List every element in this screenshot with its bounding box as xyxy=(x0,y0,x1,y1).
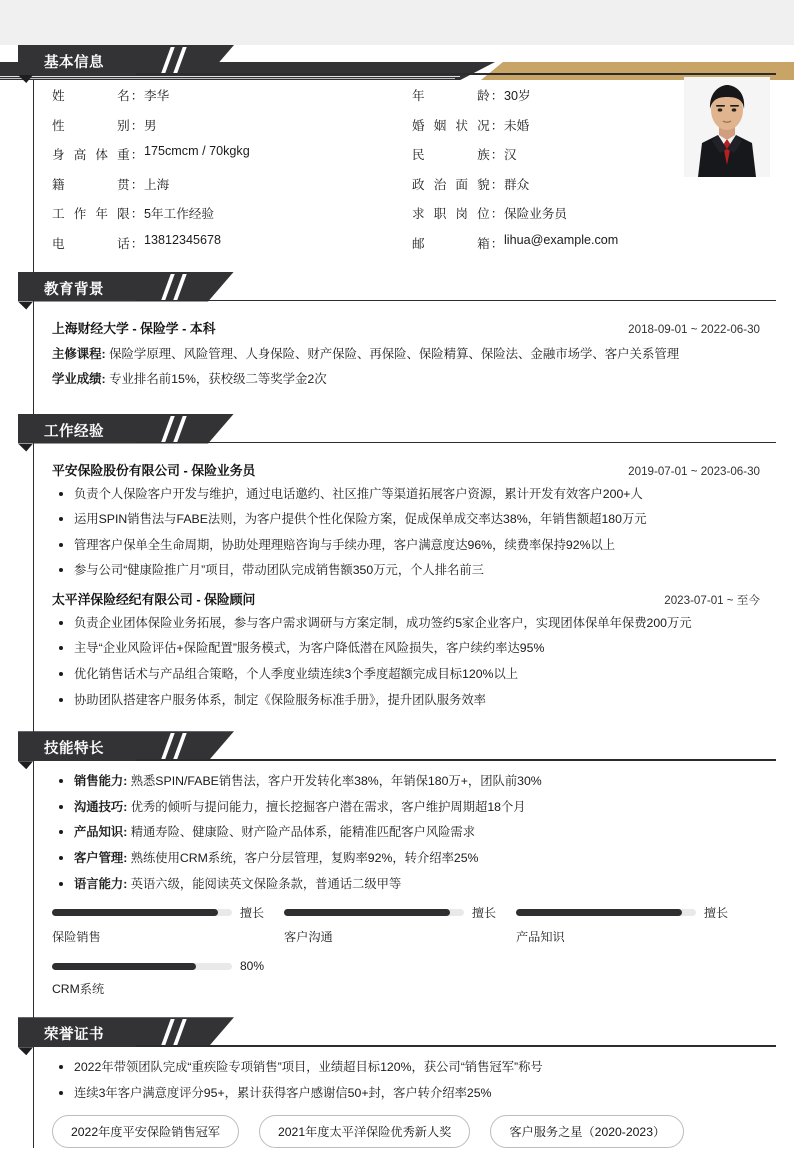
field-label: 政治面貌 xyxy=(412,177,490,192)
section-rule xyxy=(136,442,776,444)
skill-bar-label: CRM系统 xyxy=(52,982,105,997)
field-label: 婚姻状况 xyxy=(412,118,490,133)
field-hometown xyxy=(52,174,412,193)
list-item xyxy=(52,850,760,867)
section-education xyxy=(0,272,794,387)
field-sep: ： xyxy=(490,118,504,133)
field-sep: ： xyxy=(490,177,504,192)
field-value: 未婚 xyxy=(504,118,530,133)
field-work-years xyxy=(52,203,412,222)
field-value: lihua@example.com xyxy=(504,232,619,247)
work-entry-head xyxy=(52,460,760,479)
skill-text: 熟悉SPIN/FABE销售法，客户开发转化率38%，年销保180万+，团队前30% xyxy=(127,774,542,789)
section-title-honors: 荣誉证书 xyxy=(44,1027,104,1044)
skill-bar-row xyxy=(52,959,266,973)
field-sep: ： xyxy=(130,207,144,221)
honor-tag-list xyxy=(52,1115,760,1148)
field-sep: ： xyxy=(490,89,504,103)
skill-bar-row xyxy=(516,904,730,921)
field-target-position xyxy=(412,203,760,222)
education-courses-label: 主修课程: xyxy=(52,346,106,361)
skill-text: 优秀的倾听与提问能力，擅长挖掘客户潜在需求，客户维护周期超18个月 xyxy=(127,799,526,814)
skills-bullet-list xyxy=(52,773,760,892)
honors-body xyxy=(0,1047,794,1148)
section-title-education: 教育背景 xyxy=(44,281,104,298)
field-value: 汉 xyxy=(504,148,517,162)
skill-text: 熟练使用CRM系统，客户分层管理，复购率92%，转介绍率25% xyxy=(127,851,479,866)
field-sep: ： xyxy=(130,118,144,133)
list-item: 协助团队搭建客户服务体系，制定《保险服务标准手册》，提升团队服务效率 xyxy=(52,692,760,709)
education-courses-text: 保险学原理、风险管理、人身保险、财产保险、再保险、保险精算、保险法、金融市场学、客户关系管理 xyxy=(105,346,680,361)
section-header-skills xyxy=(18,731,258,761)
work-bullet-list xyxy=(52,615,760,708)
skills-body xyxy=(0,761,794,997)
education-grades-text: 专业排名前15%，获校级二等奖学金2次 xyxy=(105,371,327,386)
list-item: 管理客户保单全生命周期，协助处理理赔咨询与手续办理，客户满意度达96%，续费率保持92%以上 xyxy=(52,537,760,554)
education-grades-label: 学业成绩: xyxy=(52,371,106,386)
education-courses-row xyxy=(52,344,760,362)
progress-fill xyxy=(52,963,196,970)
field-email xyxy=(412,233,760,252)
field-height-weight xyxy=(52,144,412,163)
work-body xyxy=(0,444,794,709)
field-label: 电话 xyxy=(52,236,130,251)
resume-page xyxy=(0,45,794,1168)
skill-text: 英语六级，能阅读英文保险条款，普通话二级甲等 xyxy=(127,876,402,891)
field-phone xyxy=(52,233,412,252)
field-label: 邮箱 xyxy=(412,236,490,251)
work-entry xyxy=(52,460,760,579)
education-grades-row xyxy=(52,369,760,387)
honor-tag[interactable]: 客户服务之星（2020-2023） xyxy=(490,1115,684,1148)
progress-fill xyxy=(284,909,450,916)
work-headline: 平安保险股份有限公司 - 保险业务员 xyxy=(52,462,256,478)
field-label: 工作年限 xyxy=(52,207,130,221)
list-item: 连续3年客户满意度评分95+，累计获得客户感谢信50+封，客户转介绍率25% xyxy=(52,1085,760,1102)
section-basic-info xyxy=(0,45,794,252)
work-entry xyxy=(52,589,760,708)
field-value: 175cmcm / 70kgkg xyxy=(144,144,250,158)
skill-bar-item xyxy=(516,904,730,945)
skill-bar-grid xyxy=(52,904,760,997)
list-item: 负责企业团体保险业务拓展，参与客户需求调研与方案定制，成功签约5家企业客户，实现团体保单年保费200万元 xyxy=(52,615,760,632)
progress-track xyxy=(52,963,232,970)
progress-fill xyxy=(52,909,218,916)
field-value: 男 xyxy=(144,118,157,133)
skill-bar-label: 保险销售 xyxy=(52,930,101,945)
section-rule xyxy=(136,1045,776,1047)
section-skills xyxy=(0,731,794,997)
list-item: 运用SPIN销售法与FABE法则，为客户提供个性化保险方案，促成保单成交率达38%，年销售额超180万元 xyxy=(52,511,760,528)
section-header-honors xyxy=(18,1017,258,1047)
education-body xyxy=(0,302,794,387)
section-rule xyxy=(136,759,776,761)
section-title-work: 工作经验 xyxy=(44,423,104,440)
field-label: 民族 xyxy=(412,148,490,162)
list-item: 负责个人保险客户开发与维护，通过电话邀约、社区推广等渠道拓展客户资源，累计开发有效客户200+人 xyxy=(52,486,760,503)
skill-label: 销售能力: xyxy=(74,774,128,789)
section-header-work xyxy=(18,414,258,444)
skill-bar-value: 擅长 xyxy=(704,906,729,921)
spacer xyxy=(0,252,794,272)
skill-bar-label: 产品知识 xyxy=(516,930,565,945)
skill-bar-item xyxy=(284,904,498,945)
field-label: 身高体重 xyxy=(52,148,130,162)
spacer xyxy=(0,394,794,414)
progress-track xyxy=(284,909,464,916)
skill-label: 沟通技巧: xyxy=(74,799,128,814)
section-title-basic: 基本信息 xyxy=(44,55,104,71)
field-value: 保险业务员 xyxy=(504,207,567,221)
education-entry-head xyxy=(52,318,760,337)
education-headline: 上海财经大学 - 保险学 - 本科 xyxy=(52,320,216,336)
field-value: 李华 xyxy=(144,89,170,103)
skill-label: 语言能力: xyxy=(74,876,128,891)
list-item: 2022年带领团队完成“重疾险专项销售”项目，业绩超目标120%，获公司“销售冠军”称号 xyxy=(52,1059,760,1076)
field-value: 群众 xyxy=(504,177,530,192)
list-item xyxy=(52,799,760,816)
spacer xyxy=(0,717,794,731)
honor-tag[interactable]: 2021年度太平洋保险优秀新人奖 xyxy=(259,1115,470,1148)
skill-bar-value: 擅长 xyxy=(472,906,497,921)
field-value: 30岁 xyxy=(504,89,531,103)
work-date: 2023-07-01 ~ 至今 xyxy=(664,593,760,607)
progress-fill xyxy=(516,909,682,916)
skill-bar-row xyxy=(52,904,266,921)
field-label: 年龄 xyxy=(412,89,490,103)
section-honors xyxy=(0,1017,794,1148)
field-sep: ： xyxy=(490,236,504,251)
field-label: 姓名 xyxy=(52,89,130,103)
field-label: 性别 xyxy=(52,118,130,133)
skill-text: 精通寿险、健康险、财产险产品体系，能精准匹配客户风险需求 xyxy=(127,825,476,840)
basic-info-grid xyxy=(52,85,760,252)
work-bullet-list xyxy=(52,486,760,579)
field-sep: ： xyxy=(130,177,144,192)
avatar xyxy=(684,77,770,177)
field-sep: ： xyxy=(130,236,144,251)
skill-bar-row xyxy=(284,904,498,921)
portrait-photo-icon xyxy=(684,77,770,177)
section-header-education xyxy=(18,272,258,302)
work-headline: 太平洋保险经纪有限公司 - 保险顾问 xyxy=(52,591,256,607)
field-label: 籍贯 xyxy=(52,177,130,192)
skill-bar-item xyxy=(52,959,266,997)
skill-label: 产品知识: xyxy=(74,825,128,840)
field-label: 求职岗位 xyxy=(412,207,490,221)
work-entry-head xyxy=(52,589,760,608)
section-title-skills: 技能特长 xyxy=(44,741,104,758)
section-header-basic xyxy=(18,45,258,75)
field-sep: ： xyxy=(130,89,144,103)
progress-track xyxy=(52,909,232,916)
honors-bullet-list xyxy=(52,1059,760,1101)
work-date: 2019-07-01 ~ 2023-06-30 xyxy=(628,464,760,478)
field-sep: ： xyxy=(490,207,504,221)
skill-bar-label: 客户沟通 xyxy=(284,930,333,945)
list-item xyxy=(52,824,760,841)
field-name xyxy=(52,85,412,104)
list-item xyxy=(52,876,760,893)
list-item xyxy=(52,773,760,790)
field-gender xyxy=(52,115,412,134)
field-value: 13812345678 xyxy=(144,232,222,247)
progress-track xyxy=(516,909,696,916)
section-work-experience xyxy=(0,414,794,709)
list-item: 优化销售话术与产品组合策略，个人季度业绩连续3个季度超额完成目标120%以上 xyxy=(52,666,760,683)
education-entry xyxy=(52,318,760,387)
field-value: 上海 xyxy=(144,177,170,192)
field-sep: ： xyxy=(130,148,144,162)
skill-bar-item xyxy=(52,904,266,945)
field-sep: ： xyxy=(490,148,504,162)
list-item: 参与公司“健康险推广月”项目，带动团队完成销售额350万元，个人排名前三 xyxy=(52,562,760,579)
basic-info-body xyxy=(0,75,794,252)
skill-label: 客户管理: xyxy=(74,851,128,866)
skill-bar-value: 80% xyxy=(240,959,265,974)
education-date: 2018-09-01 ~ 2022-06-30 xyxy=(628,322,760,336)
section-rule xyxy=(136,300,776,302)
field-value: 5年工作经验 xyxy=(144,207,214,221)
skill-bar-value: 擅长 xyxy=(240,906,265,921)
list-item: 主导“企业风险评估+保险配置”服务模式，为客户降低潜在风险损失，客户续约率达95% xyxy=(52,640,760,657)
spacer xyxy=(0,997,794,1017)
honor-tag[interactable]: 2022年度平安保险销售冠军 xyxy=(52,1115,239,1148)
